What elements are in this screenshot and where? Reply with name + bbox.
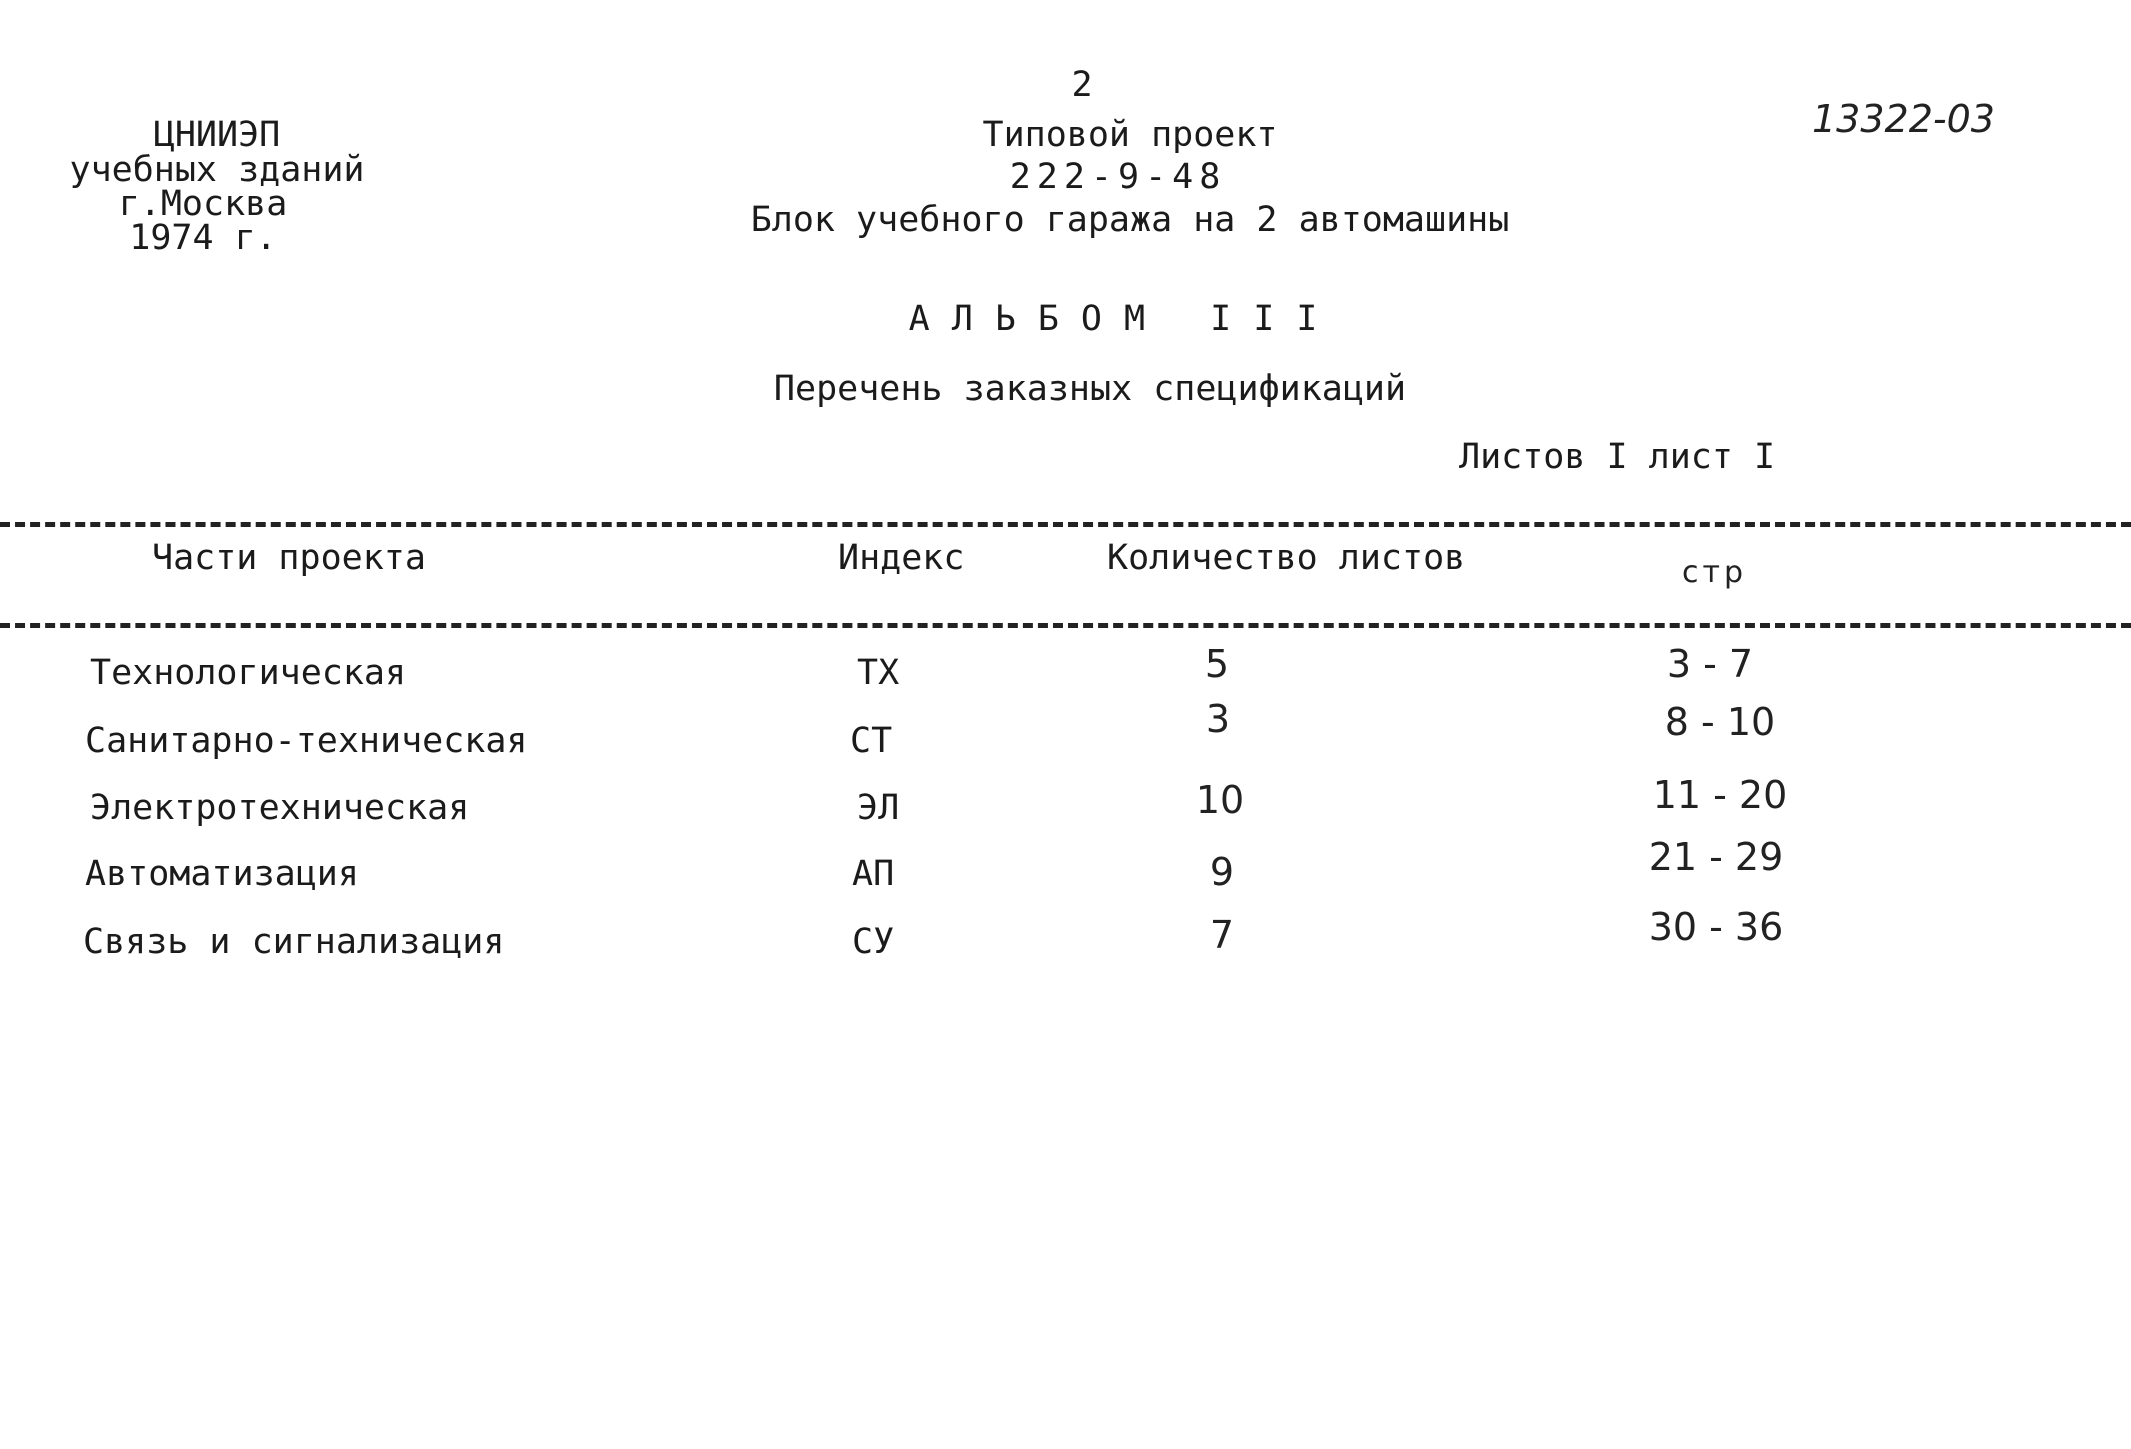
row-index: ЭЛ: [857, 788, 900, 828]
row-count: 10: [1195, 778, 1245, 822]
table-top-divider: [0, 522, 2131, 527]
row-pages: 21 - 29: [1648, 835, 1784, 879]
row-part: Санитарно-техническая: [85, 721, 528, 761]
org-name: ЦНИИЭП: [153, 115, 281, 155]
row-part: Технологическая: [90, 653, 407, 693]
page-number: 2: [1071, 65, 1093, 105]
header-index: Индекс: [838, 538, 965, 578]
row-part: Электротехническая: [90, 788, 470, 828]
header-part: Части проекта: [152, 538, 426, 578]
row-index: СУ: [852, 922, 895, 962]
album-title: АЛЬБОМ III: [908, 299, 1340, 339]
header-count: Количество листов: [1107, 538, 1466, 578]
list-title: Перечень заказных спецификаций: [773, 369, 1407, 409]
row-index: СТ: [850, 721, 893, 761]
project-code: 222-9-48: [1009, 157, 1227, 197]
row-index: ТХ: [857, 653, 900, 693]
header-page: стр: [1682, 555, 1748, 590]
project-subtitle: Блок учебного гаража на 2 автомашины: [750, 200, 1510, 240]
org-city: г.Москва: [118, 184, 288, 224]
sheet-count: Листов I лист I: [1459, 437, 1776, 477]
row-pages: 3 - 7: [1666, 642, 1754, 686]
row-count: 9: [1209, 850, 1235, 894]
project-label: Типовой проект: [982, 115, 1278, 155]
org-subtitle: учебных зданий: [69, 150, 365, 190]
row-count: 7: [1209, 913, 1235, 957]
row-pages: 11 - 20: [1652, 773, 1788, 817]
row-pages: 30 - 36: [1648, 905, 1784, 949]
row-part: Автоматизация: [85, 854, 359, 894]
org-year: 1974 г.: [129, 218, 277, 258]
row-count: 5: [1204, 642, 1230, 686]
row-index: АП: [852, 854, 895, 894]
row-pages: 8 - 10: [1664, 700, 1776, 744]
table-header-divider: [0, 623, 2131, 628]
row-count: 3: [1205, 697, 1231, 741]
row-part: Связь и сигнализация: [83, 922, 505, 962]
doc-number: 13322-03: [1812, 97, 1995, 141]
